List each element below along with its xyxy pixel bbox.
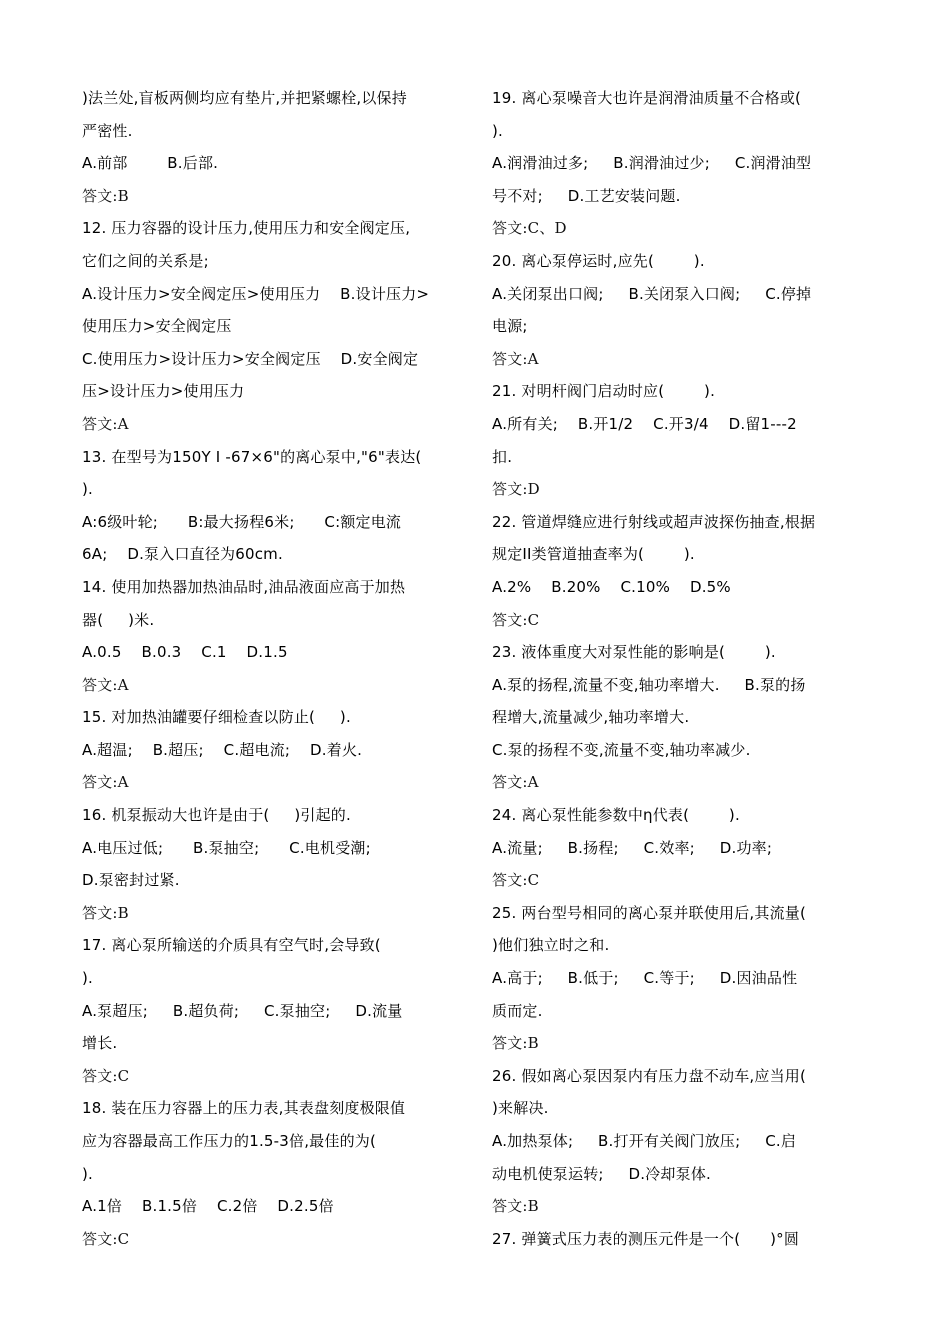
question-text-line: ). [82,969,94,988]
question-text-line: 18. 装在压力容器上的压力表,其表盘刻度极限值 [82,1099,406,1118]
question-text-line: 使用压力>安全阀定压 [82,317,232,336]
question-text-line: 19. 离心泵噪音大也许是润滑油质量不合格或( [492,89,802,107]
question-text-line: 应为容器最高工作压力的1.5-3倍,最佳的为( [82,1132,377,1150]
answer-line: 答文:A [82,675,129,694]
question-text-line: A.关闭泵出口阀; B.关闭泵入口阀; C.停掉 [492,284,812,303]
question-text-line: 24. 离心泵性能参数中η代表( ). [492,806,740,825]
question-text-line: )他们独立时之和. [492,936,610,955]
question-text-line: A.加热泵体; B.打开有关阀门放压; C.启 [492,1132,797,1150]
answer-line: 答文:C [492,610,540,629]
question-text-line: ). [492,121,504,140]
question-text-line: A.超温; B.超压; C.超电流; D.着火. [82,740,363,759]
question-text-line: 13. 在型号为150Y I -67×6"的离心泵中,"6"表达( [82,447,422,466]
question-text-line: A.泵的扬程,流量不变,轴功率增大. B.泵的扬 [492,675,806,694]
question-text-line: A.前部 B.后部. [82,154,219,173]
question-text-line: 严密性. [82,121,133,140]
question-text-line: A:6级叶轮; B:最大扬程6米; C:额定电流 [82,512,402,531]
question-text-line: 23. 液体重度大对泵性能的影响是( ). [492,643,776,662]
question-text-line: 26. 假如离心泵因泵内有压力盘不动车,应当用( [492,1066,807,1085]
question-text-line: )法兰处,盲板两侧均应有垫片,并把紧螺栓,以保持 [82,89,407,107]
question-text-line: A.高于; B.低于; C.等于; D.因油品性 [492,969,798,988]
answer-line: 答文:B [492,1197,539,1216]
question-text-line: 号不对; D.工艺安装问题. [492,186,681,205]
question-text-line: 程增大,流量减少,轴功率增大. [492,708,690,727]
question-text-line: )来解决. [492,1099,549,1118]
question-text-line: 质而定. [492,1001,543,1020]
question-text-line: A.流量; B.扬程; C.效率; D.功率; [492,838,773,857]
left-column [82,82,462,1255]
question-text-line: 电源; [492,317,528,336]
question-text-line: ). [82,480,94,499]
answer-line: 答文:B [492,1034,539,1053]
answer-line: 答文:C [82,1066,130,1085]
question-text-line: 27. 弹簧式压力表的测压元件是一个( )°圆 [492,1229,800,1248]
question-text-line: 14. 使用加热器加热油品时,油品液面应高于加热 [82,577,406,596]
answer-line: 答文:B [82,186,129,205]
question-text-line: 动电机使泵运转; D.冷却泵体. [492,1164,711,1183]
question-text-line: 12. 压力容器的设计压力,使用压力和安全阀定压, [82,219,411,238]
question-text-line: A.所有关; B.开1/2 C.开3/4 D.留1---2 [492,414,797,433]
question-text-line: 压>设计压力>使用压力 [82,382,245,401]
question-text-line: 17. 离心泵所输送的介质具有空气时,会导致( [82,936,381,955]
question-text-line: 扣. [492,447,513,466]
question-text-line: A.润滑油过多; B.润滑油过少; C.润滑油型 [492,154,812,173]
right-column [492,82,872,1255]
answer-line: 答文:A [492,773,539,792]
answer-line: 答文:B [82,903,129,922]
answer-line: 答文:C [492,871,540,890]
question-text-line: 它们之间的关系是; [82,251,209,270]
answer-line: 答文:A [82,414,129,433]
answer-line: 答文:A [82,773,129,792]
question-text-line: 25. 两台型号相同的离心泵并联使用后,其流量( [492,903,807,922]
question-text-line: 22. 管道焊缝应进行射线或超声波探伤抽查,根据 [492,512,816,531]
question-text-line: C.泵的扬程不变,流量不变,轴功率减少. [492,740,751,759]
answer-line: 答文:A [492,349,539,368]
question-text-line: A.1倍 B.1.5倍 C.2倍 D.2.5倍 [82,1197,334,1216]
question-text-line: A.设计压力>安全阀定压>使用压力 B.设计压力> [82,284,430,303]
question-text-line: 增长. [82,1034,118,1053]
question-text-line: ). [82,1164,94,1183]
question-text-line: 21. 对明杆阀门启动时应( ). [492,382,716,401]
question-text-line: A.0.5 B.0.3 C.1 D.1.5 [82,643,288,662]
question-text-line: 20. 离心泵停运时,应先( ). [492,251,705,270]
question-text-line: C.使用压力>设计压力>安全阀定压 D.安全阀定 [82,349,419,368]
question-text-line: 6A; D.泵入口直径为60cm. [82,545,283,564]
answer-line: 答文:D [492,480,540,499]
question-text-line: 15. 对加热油罐要仔细检查以防止( ). [82,708,351,727]
question-text-line: A.泵超压; B.超负荷; C.泵抽空; D.流量 [82,1001,403,1020]
question-text-line: 规定II类管道抽查率为( ). [492,545,695,564]
question-text-line: D.泵密封过紧. [82,871,180,890]
answer-line: 答文:C [82,1229,130,1248]
answer-line: 答文:C、D [492,219,567,238]
question-text-line: A.电压过低; B.泵抽空; C.电机受潮; [82,838,371,857]
question-text-line: 16. 机泵振动大也许是由于( )引起的. [82,806,351,825]
question-text-line: 器( )米. [82,610,155,629]
question-text-line: A.2% B.20% C.10% D.5% [492,577,731,596]
